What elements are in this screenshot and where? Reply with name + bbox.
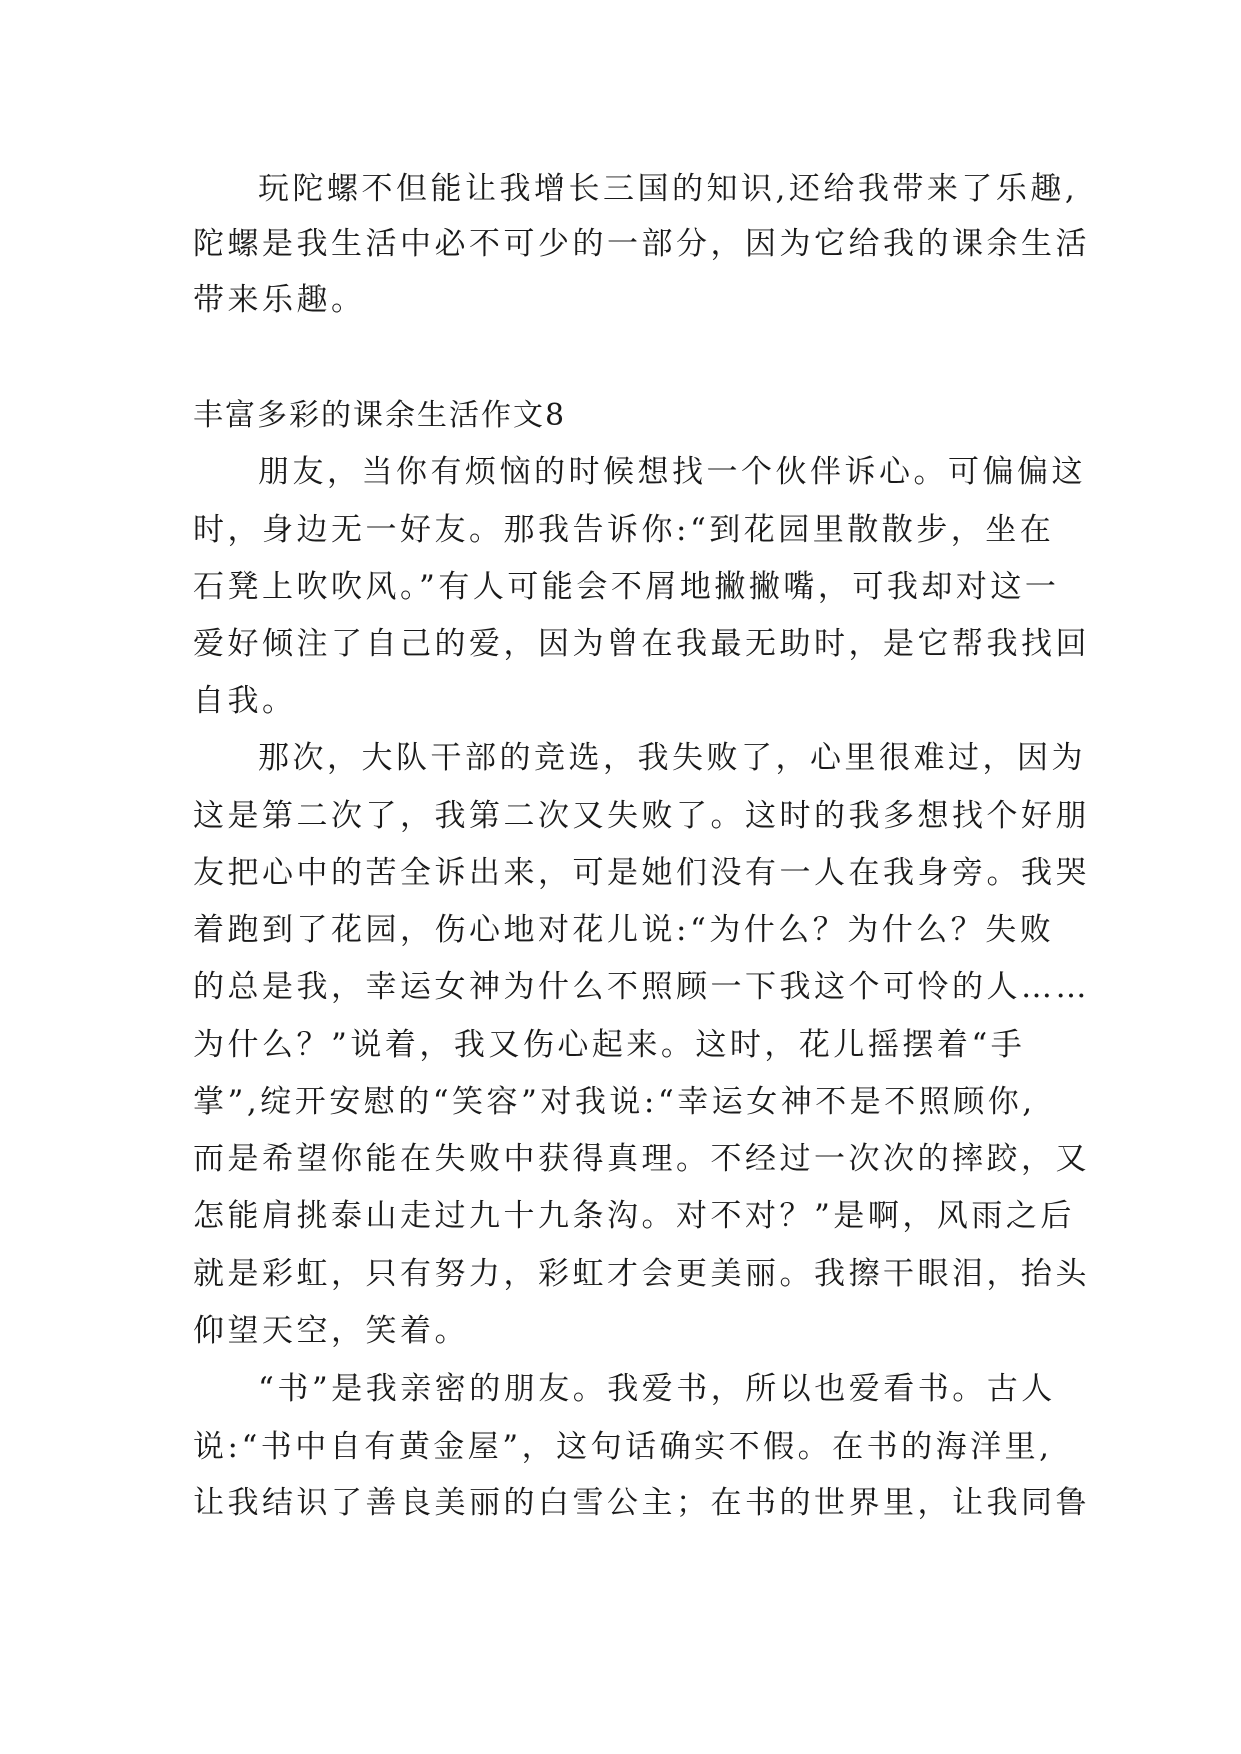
- paragraph-line: 这是第二次了，我第二次又失败了。这时的我多想找个好朋: [193, 798, 1090, 834]
- paragraph-line: 说:“书中自有黄金屋”，这句话确实不假。在书的海洋里,: [193, 1429, 1053, 1465]
- paragraph-line: 让我结识了善良美丽的白雪公主；在书的世界里，让我同鲁: [193, 1485, 1090, 1521]
- paragraph-line: 为什么？”说着，我又伤心起来。这时，花儿摇摆着“手: [193, 1027, 1026, 1063]
- paragraph-line: 玩陀螺不但能让我增长三国的知识,还给我带来了乐趣,: [258, 171, 1079, 207]
- paragraph-line: 友把心中的苦全诉出来，可是她们没有一人在我身旁。我哭: [193, 855, 1090, 891]
- paragraph-line: 时，身边无一好友。那我告诉你:“到花园里散散步，坐在: [193, 512, 1055, 548]
- paragraph-line: 着跑到了花园，伤心地对花儿说:“为什么？为什么？失败: [193, 912, 1055, 948]
- paragraph-line: 陀螺是我生活中必不可少的一部分，因为它给我的课余生活: [193, 226, 1090, 262]
- section-heading: 丰富多彩的课余生活作文8: [193, 398, 567, 433]
- paragraph-line: 爱好倾注了自己的爱，因为曾在我最无助时，是它帮我找回: [193, 626, 1090, 662]
- paragraph-line: “书”是我亲密的朋友。我爱书，所以也爱看书。古人: [258, 1371, 1056, 1407]
- paragraph-line: 朋友，当你有烦恼的时候想找一个伙伴诉心。可偏偏这: [258, 454, 1086, 490]
- paragraph-line: 带来乐趣。: [193, 282, 366, 318]
- paragraph-line: 那次，大队干部的竞选，我失败了，心里很难过，因为: [258, 740, 1086, 776]
- paragraph-line: 掌”,绽开安慰的“笑容”对我说:“幸运女神不是不照顾你,: [193, 1084, 1036, 1120]
- paragraph-line: 而是希望你能在失败中获得真理。不经过一次次的摔跤，又: [193, 1141, 1090, 1177]
- paragraph-line: 的总是我，幸运女神为什么不照顾一下我这个可怜的人……: [193, 969, 1090, 1005]
- paragraph-line: 怎能肩挑泰山走过九十九条沟。对不对？”是啊，风雨之后: [193, 1198, 1075, 1234]
- paragraph-line: 自我。: [193, 683, 297, 719]
- paragraph-line: 石凳上吹吹风。”有人可能会不屑地撇撇嘴，可我却对这一: [193, 569, 1060, 605]
- paragraph-line: 仰望天空，笑着。: [193, 1313, 469, 1349]
- paragraph-line: 就是彩虹，只有努力，彩虹才会更美丽。我擦干眼泪，抬头: [193, 1256, 1090, 1292]
